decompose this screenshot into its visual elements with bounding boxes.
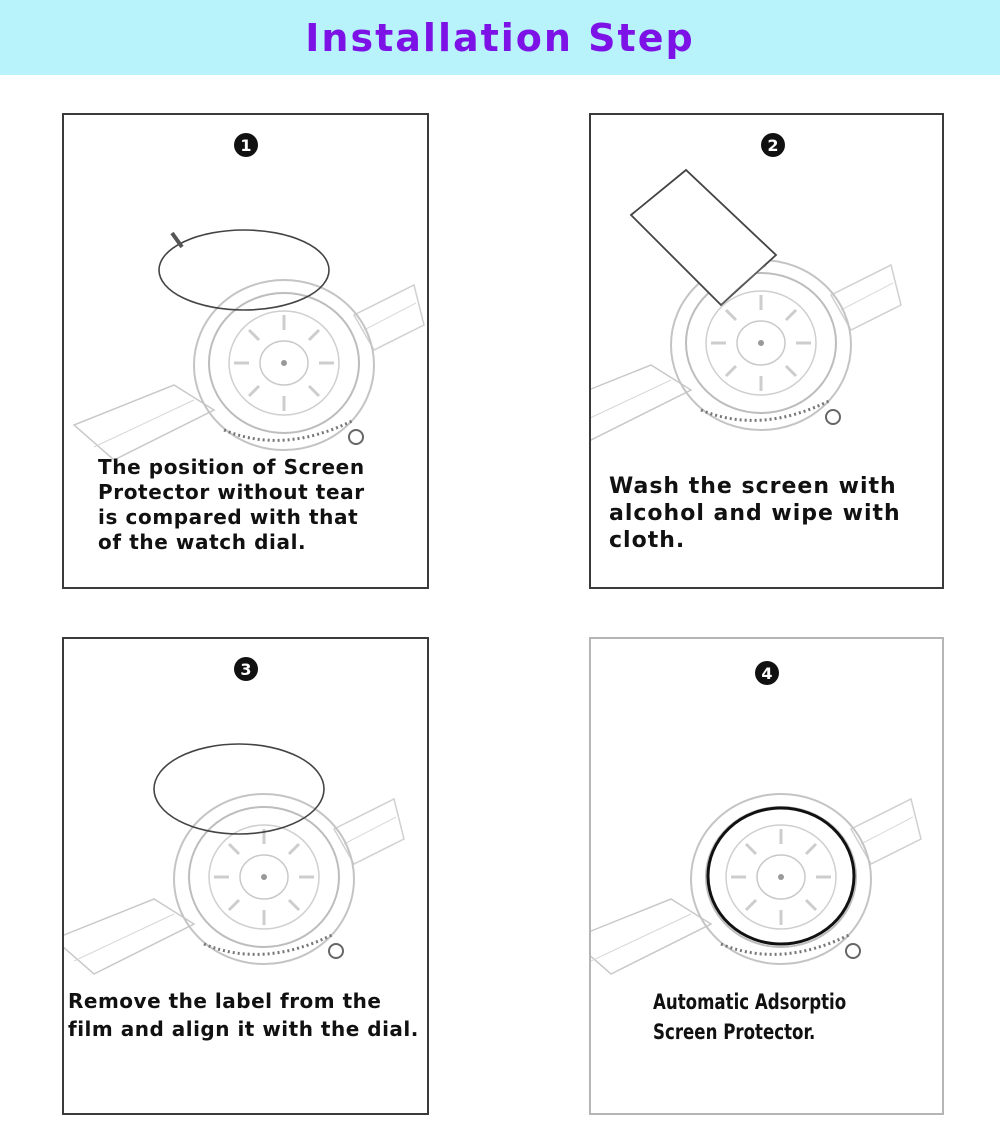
step-number-badge: 3 (234, 657, 258, 681)
step-caption: Automatic Adsorptio Screen Protector. (653, 990, 847, 1044)
step-number-badge: 2 (761, 133, 785, 157)
watch-protector-applied-icon (591, 679, 942, 979)
step-panel-4 (589, 637, 944, 1115)
step-panel-3 (62, 637, 429, 1115)
step-caption: The position of Screen Protector without tear is compared with that of the watch dial. (98, 455, 365, 554)
step-caption: Remove the label from the film and align it with the dial. (68, 989, 419, 1041)
step-number-badge: 4 (755, 661, 779, 685)
step-number-badge: 1 (234, 133, 258, 157)
watch-with-protector-above-icon (64, 185, 427, 485)
watch-cleaning-cloth-icon (591, 155, 942, 455)
step-panel-2 (589, 113, 944, 589)
title-banner (0, 0, 1000, 75)
watch-align-film-icon (64, 689, 427, 989)
step-caption: Wash the screen with alcohol and wipe with cloth. (609, 474, 901, 553)
step-panel-1 (62, 113, 429, 589)
page-title: Installation Step (305, 15, 695, 60)
